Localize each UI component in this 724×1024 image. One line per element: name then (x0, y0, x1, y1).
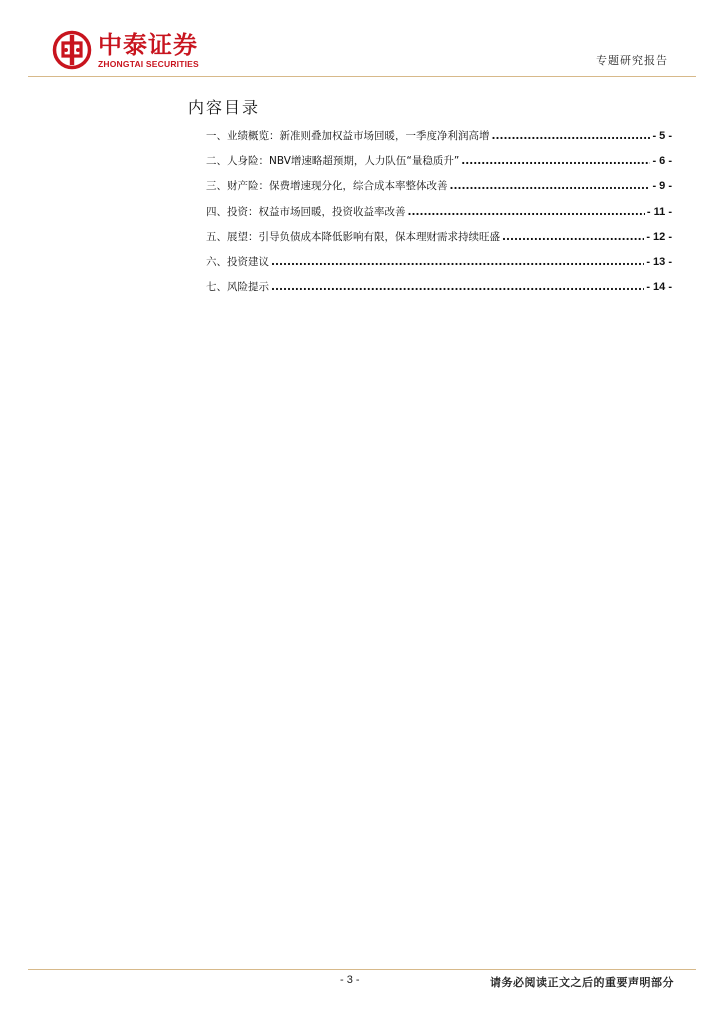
toc-item-label: 五、展望：引导负债成本降低影响有限，保本理财需求持续旺盛 (206, 230, 500, 243)
page-header (0, 0, 724, 90)
toc-item-page: - 9 - (652, 180, 672, 193)
toc-item-page: - 11 - (646, 205, 672, 218)
toc-leader (271, 256, 644, 268)
company-logo (52, 30, 199, 70)
toc-item-label: 一、业绩概览：新准则叠加权益市场回暖，一季度净利润高增 (206, 130, 490, 142)
toc-leader (408, 206, 645, 218)
toc-item-label: 四、投资：权益市场回暖，投资收益率改善 (206, 205, 406, 218)
toc-item-label: 六、投资建议 (206, 255, 269, 268)
toc-item[interactable] (206, 128, 672, 153)
toc-item-label: 七、风险提示 (206, 281, 269, 294)
toc-item[interactable] (206, 229, 672, 254)
toc-leader (502, 231, 644, 243)
brand-name-cn: 中泰证券 (98, 30, 198, 59)
toc-item[interactable] (206, 254, 672, 279)
toc-title: 内容目录 (188, 98, 261, 117)
footer-divider (28, 969, 696, 970)
toc-item-page: - 13 - (646, 255, 672, 268)
brand-name-en: ZHONGTAI SECURITIES (98, 58, 199, 69)
toc-item[interactable] (206, 279, 672, 304)
toc-item-page: - 5 - (652, 130, 672, 142)
toc-item-page: - 6 - (652, 155, 672, 168)
toc-leader (492, 130, 651, 142)
toc-item[interactable] (206, 178, 672, 203)
toc-item-page: - 14 - (646, 281, 672, 294)
toc-item[interactable] (206, 204, 672, 229)
toc-leader (271, 281, 644, 293)
toc-item-label: 二、人身险：NBV增速略超预期，人力队伍“量稳质升” (206, 155, 460, 168)
zhongtai-logo-icon (52, 30, 92, 70)
toc-item-label: 三、财产险：保费增速现分化，综合成本率整体改善 (206, 180, 448, 193)
report-type: 专题研究报告 (596, 54, 668, 67)
table-of-contents (206, 128, 672, 304)
disclaimer-notice: 请务必阅读正文之后的重要声明部分 (490, 976, 674, 989)
toc-item-page: - 12 - (646, 230, 672, 243)
toc-leader (461, 155, 650, 167)
page-number: - 3 - (340, 974, 360, 986)
toc-leader (450, 180, 651, 192)
toc-item[interactable] (206, 153, 672, 178)
header-divider (28, 76, 696, 77)
